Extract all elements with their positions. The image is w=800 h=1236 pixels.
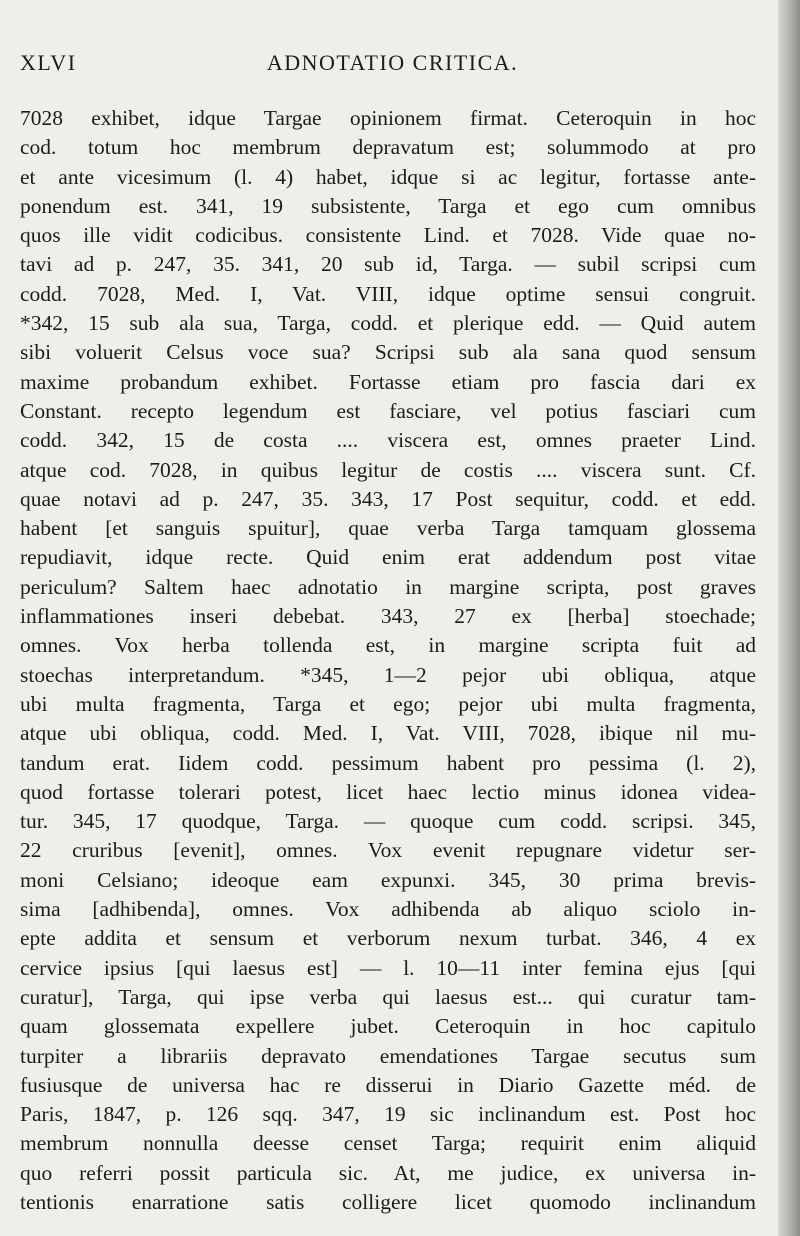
text-line: sibi voluerit Celsus voce sua? Scripsi sub ala sana quod sensum [20, 340, 756, 365]
text-line: et ante vicesimum (l. 4) habet, idque si ac legitur, fortasse ante- [20, 164, 756, 189]
text-line: atque ubi obliqua, codd. Med. I, Vat. VIII, 7028, ibique nil mu- [20, 721, 756, 746]
text-line: stoechas interpretandum. *345, 1—2 pejor ubi obliqua, atque [20, 662, 756, 687]
text-line: quae notavi ad p. 247, 35. 343, 17 Post sequitur, codd. et edd. [20, 486, 756, 511]
text-body [20, 104, 756, 1217]
text-line: sima [adhibenda], omnes. Vox adhibenda ab aliquo sciolo in- [20, 897, 756, 922]
text-line: Constant. recepto legendum est fasciare, vel potius fasciari cum [20, 398, 756, 423]
text-line: maxime probandum exhibet. Fortasse etiam pro fascia dari ex [20, 369, 756, 394]
text-line: omnes. Vox herba tollenda est, in margine scripta fuit ad [20, 633, 756, 658]
text-line: ponendum est. 341, 19 subsistente, Targa et ego cum omnibus [20, 193, 756, 218]
text-line: quo referri possit particula sic. At, me judice, ex universa in- [20, 1160, 756, 1185]
text-line: epte addita et sensum et verborum nexum turbat. 346, 4 ex [20, 926, 756, 951]
text-line: quod fortasse tolerari potest, licet haec lectio minus idonea videa- [20, 779, 756, 804]
text-line: tentionis enarratione satis colligere licet quomodo inclinandum [20, 1189, 756, 1214]
text-line: periculum? Saltem haec adnotatio in margine scripta, post graves [20, 574, 756, 599]
text-line: membrum nonnulla deesse censet Targa; requirit enim aliquid [20, 1131, 756, 1156]
text-line: 7028 exhibet, idque Targae opinionem firmat. Ceteroquin in hoc [20, 106, 756, 130]
text-line: turpiter a librariis depravato emendationes Targae secutus sum [20, 1043, 756, 1068]
text-line: habent [et sanguis spuitur], quae verba Targa tamquam glossema [20, 516, 756, 541]
page-folio: XLVI [20, 50, 77, 75]
page-edge-shadow [778, 0, 800, 1236]
text-line: 22 cruribus [evenit], omnes. Vox evenit repugnare videtur ser- [20, 838, 756, 863]
text-line: codd. 342, 15 de costa .... viscera est, omnes praeter Lind. [20, 428, 756, 453]
text-line: tur. 345, 17 quodque, Targa. — quoque cum codd. scripsi. 345, [20, 809, 756, 834]
text-line: tavi ad p. 247, 35. 341, 20 sub id, Targa. — subil scripsi cum [20, 252, 756, 277]
text-line: inflammationes inseri debebat. 343, 27 ex [herba] stoechade; [20, 604, 756, 629]
text-line: curatur], Targa, qui ipse verba qui laesus est... qui curatur tam- [20, 984, 756, 1009]
text-line: moni Celsiano; ideoque eam expunxi. 345, 30 prima brevis- [20, 867, 756, 892]
text-line: Paris, 1847, p. 126 sqq. 347, 19 sic inclinandum est. Post hoc [20, 1102, 756, 1127]
text-line: ubi multa fragmenta, Targa et ego; pejor ubi multa fragmenta, [20, 691, 756, 716]
text-line: quam glossemata expellere jubet. Ceteroquin in hoc capitulo [20, 1014, 756, 1039]
text-line: cod. totum hoc membrum depravatum est; solummodo at pro [20, 135, 756, 160]
text-line: repudiavit, idque recte. Quid enim erat addendum post vitae [20, 545, 756, 570]
text-line: codd. 7028, Med. I, Vat. VIII, idque optime sensui congruit. [20, 281, 756, 306]
text-line: tandum erat. Iidem codd. pessimum habent pro pessima (l. 2), [20, 750, 756, 775]
running-header [20, 50, 765, 80]
text-line: atque cod. 7028, in quibus legitur de costis .... viscera sunt. Cf. [20, 457, 756, 482]
text-line: fusiusque de universa hac re disserui in Diario Gazette méd. de [20, 1072, 756, 1097]
text-line: quos ille vidit codicibus. consistente Lind. et 7028. Vide quae no- [20, 223, 756, 248]
text-line: *342, 15 sub ala sua, Targa, codd. et plerique edd. — Quid autem [20, 311, 756, 336]
running-title: ADNOTATIO CRITICA. [266, 50, 519, 75]
text-line: cervice ipsius [qui laesus est] — l. 10—11 inter femina ejus [qui [20, 955, 756, 980]
